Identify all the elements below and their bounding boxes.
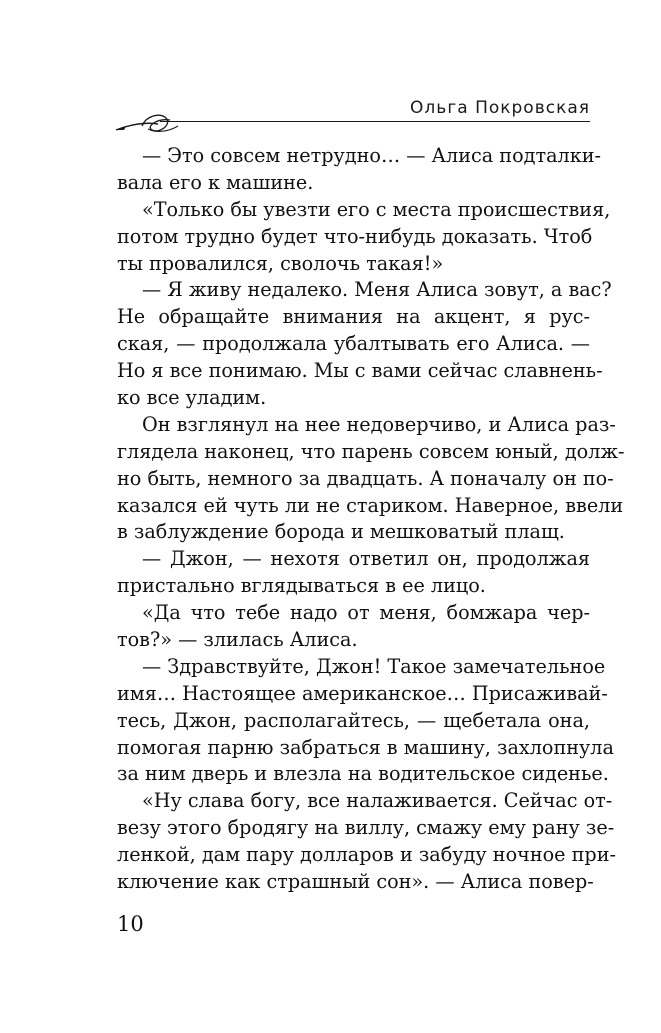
text-line: глядела наконец, что парень совсем юный, долж- [117, 439, 625, 463]
text-line: ская, — продолжала убалтывать его Алиса. — [117, 332, 590, 356]
running-head-author: Ольга Покровская [410, 98, 590, 118]
text-line: — Я живу недалеко. Меня Алиса зовут, а вас? [142, 278, 612, 302]
text-line: за ним дверь и влезла на водительское сиденье. [117, 762, 609, 786]
text-line: ты провалился, сволочь такая!» [117, 251, 444, 275]
text-line: Он взглянул на нее недоверчиво, и Алиса раз- [142, 412, 616, 436]
page-number: 10 [117, 912, 144, 936]
text-line: Но я все понимаю. Мы с вами сейчас славнень- [117, 359, 603, 383]
text-line: в заблуждение борода и мешковатый плащ. [117, 520, 565, 544]
header-rule [160, 121, 590, 122]
text-line: Не обращайте внимания на акцент, я рус- [117, 305, 590, 329]
text-line: «Да что тебе надо от меня, бомжара чер- [142, 601, 590, 625]
pen-flourish-icon [112, 102, 182, 136]
text-line: «Только бы увезти его с места происшествия, [142, 197, 611, 221]
page-header [112, 92, 590, 132]
text-line: вала его к машине. [117, 170, 314, 194]
text-line: — Здравствуйте, Джон! Такое замечательное [142, 654, 606, 678]
text-line: казался ей чуть ли не стариком. Наверное, ввели [117, 493, 624, 517]
text-line: имя… Настоящее американское… Присаживай- [117, 681, 608, 705]
text-line: ключение как страшный сон». — Алиса повер- [117, 870, 594, 894]
text-line: пристально вглядываться в ее лицо. [117, 574, 486, 598]
text-line: тесь, Джон, располагайтесь, — щебетала она, [117, 708, 590, 732]
text-line: потом трудно будет что-нибудь доказать. Чтоб [117, 224, 593, 248]
text-line: тов?» — злилась Алиса. [117, 628, 358, 652]
text-line: ленкой, дам пару долларов и забуду ночное при- [117, 843, 616, 867]
text-line: но быть, немного за двадцать. А поначалу он по- [117, 466, 614, 490]
body-text [117, 143, 625, 896]
text-line: — Это совсем нетрудно… — Алиса подталки- [142, 144, 601, 167]
text-line: ко все уладим. [117, 386, 267, 410]
text-line: везу этого бродягу на виллу, смажу ему рану зе- [117, 816, 615, 840]
text-line: — Джон, — нехотя ответил он, продолжая [142, 547, 590, 571]
text-line: помогая парню забраться в машину, захлопнула [117, 735, 614, 759]
text-line: «Ну слава богу, все налаживается. Сейчас от- [142, 789, 613, 813]
